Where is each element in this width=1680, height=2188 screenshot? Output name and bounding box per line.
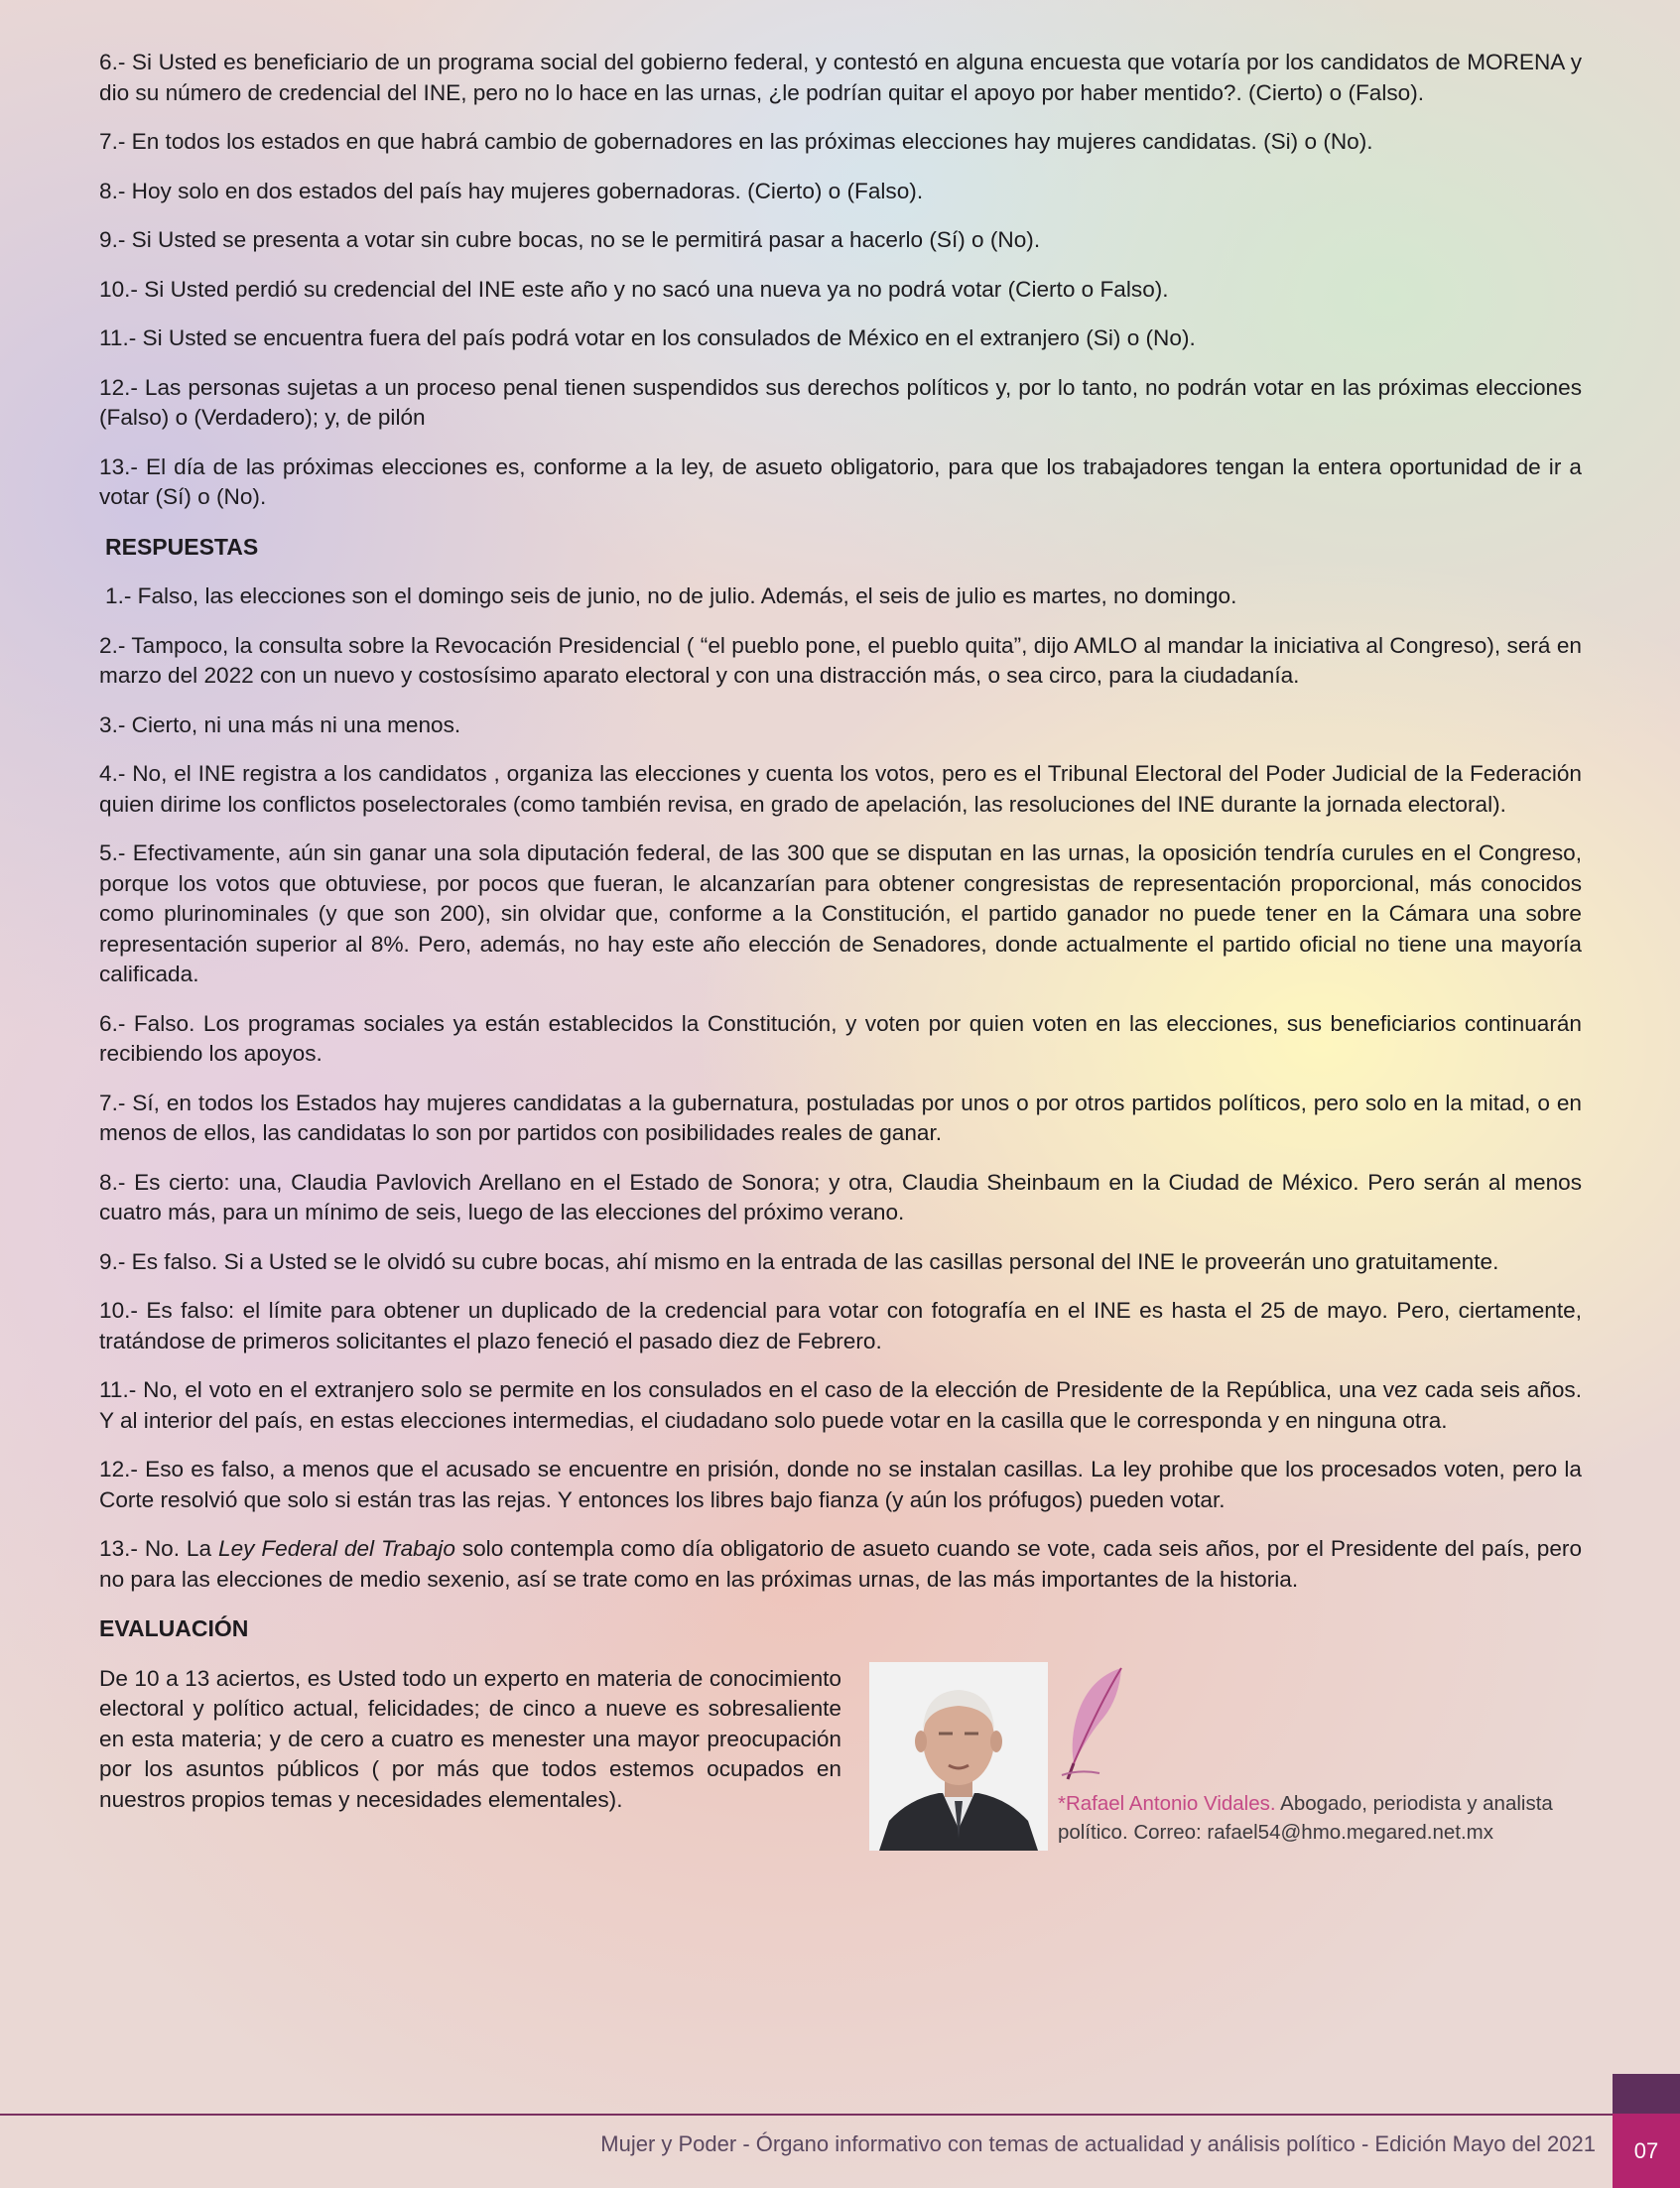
answer-5: 5.- Efectivamente, aún sin ganar una sola diputación federal, de las 300 que se disputan en las urnas, la oposición tendría curules en el Congreso, porque los votos que obtuviese, por pocos que fueran, le alcanzarían para obtener congresistas de representación proporcional, más conocidos como plurinominales (y que son 200), sin olvidar que, conforme a la Constitución, el partido ganador no puede tener en la Cámara una sobre representación superior al 8%. Pero, además, no hay este año elección de Senadores, donde actualmente el partido oficial no tiene una mayoría calificada. [99,840,1582,986]
answer-2: 2.- Tampoco, la consulta sobre la Revocación Presidencial ( “el pueblo pone, el pueblo quita”, dijo AMLO al mandar la iniciativa al Congreso), será en marzo del 2022 con un nuevo y costosísimo aparato electoral y con una distracción más, o sea circo, para la ciudadanía. [99,632,1582,688]
page-number: 07 [1613,2114,1680,2188]
answer-3: 3.- Cierto, ni una más ni una menos. [99,711,461,737]
answer-13-prefix: 13.- No. La [99,1536,218,1561]
answer-12: 12.- Eso es falso, a menos que el acusado se encuentre en prisión, donde no se instalan casillas. La ley prohibe que los procesados voten, pero la Corte resolvió que solo si están tras las rejas. Y entonces los libres bajo fianza (y aún los prófugos) pueden votar. [99,1457,1582,1512]
question-12: 12.- Las personas sujetas a un proceso penal tienen suspendidos sus derechos políticos y, por lo tanto, no podrán votar en las próximas elecciones (Falso) o (Verdadero); y, de pilón [99,374,1582,430]
author-name: *Rafael Antonio Vidales. [1058,1791,1276,1815]
article-body [99,48,1582,1853]
evaluation-section [99,1664,1582,1853]
footer-divider [0,2114,1613,2116]
answer-6: 6.- Falso. Los programas sociales ya están establecidos la Constitución, y voten por quien voten en las elecciones, sus beneficiarios continuarán recibiendo los apoyos. [99,1010,1582,1066]
law-title: Ley Federal del Trabajo [218,1536,455,1561]
author-bio: Abogado, periodista y analista político. Correo: rafael54@hmo.megared.net.mx [1058,1791,1553,1844]
question-9: 9.- Si Usted se presenta a votar sin cubre bocas, no se le permitirá pasar a hacerlo (Sí) o (No). [99,227,1041,252]
evaluation-text: De 10 a 13 aciertos, es Usted todo un experto en materia de conocimiento electoral y político actual, felicidades; de cinco a nueve es sobresaliente en esta materia; y de cero a cuatro es menester una mayor preocupación por los asuntos públicos ( por más que todos estemos ocupados en nuestros propios temas y necesidades elementales). [99,1665,841,1812]
author-credit [1058,1789,1594,1847]
question-10: 10.- Si Usted perdió su credencial del INE este año y no sacó una nueva ya no podrá votar (Cierto o Falso). [99,276,1169,302]
evaluation-heading: EVALUACIÓN [99,1615,249,1641]
question-6: 6.- Si Usted es beneficiario de un programa social del gobierno federal, y contestó en alguna encuesta que votaría por los candidatos de MORENA y dio su número de credencial del INE, pero no lo hace en las urnas, ¿le podrían quitar el apoyo por haber mentido?. (Cierto) o (Falso). [99,50,1582,105]
answer-9: 9.- Es falso. Si a Usted se le olvidó su cubre bocas, ahí mismo en la entrada de las casillas personal del INE le proveerán uno gratuitamente. [99,1248,1499,1274]
answer-7: 7.- Sí, en todos los Estados hay mujeres candidatas a la gubernatura, postuladas por unos o por otros partidos políticos, pero solo en la mitad, o en menos de ellos, las candidatas lo son por partidos con posibilidades reales de ganar. [99,1090,1582,1145]
quill-icon [1060,1664,1129,1783]
answer-13 [99,1534,1582,1595]
question-13: 13.- El día de las próximas elecciones es, conforme a la ley, de asueto obligatorio, para que los trabajadores tengan la entera oportunidad de ir a votar (Sí) o (No). [99,453,1582,509]
answer-10: 10.- Es falso: el límite para obtener un duplicado de la credencial para votar con fotografía en el INE es hasta el 25 de mayo. Pero, ciertamente, tratándose de primeros solicitantes el plazo feneció el pasado diez de Febrero. [99,1298,1582,1353]
answers-heading: RESPUESTAS [105,533,259,560]
footer-text: Mujer y Poder - Órgano informativo con temas de actualidad y análisis político - Edición Mayo del 2021 [600,2131,1596,2156]
answer-1: 1.- Falso, las elecciones son el domingo seis de junio, no de julio. Además, el seis de julio es martes, no domingo. [105,583,1237,608]
answer-4: 4.- No, el INE registra a los candidatos , organiza las elecciones y cuenta los votos, pero es el Tribunal Electoral del Poder Judicial de la Federación quien dirime los conflictos poselectorales (como también revisa, en grado de apelación, las resoluciones del INE durante la jornada electoral). [99,761,1582,817]
answer-11: 11.- No, el voto en el extranjero solo se permite en los consulados en el caso de la elección de Presidente de la República, una vez cada seis años. Y al interior del país, en estas elecciones intermedias, el ciudadano solo puede votar en la casilla que le corresponda y en ninguna otra. [99,1377,1582,1433]
page-tab-top [1613,2074,1680,2114]
answer-13-suffix: solo contempla como día obligatorio de asueto cuando se vote, cada seis años, por el Presidente del país, pero no para las elecciones de medio sexenio, así se trate como en las próximas urnas, de las más importantes de la historia. [99,1536,1583,1592]
page-number-tab [1613,2074,1680,2188]
question-7: 7.- En todos los estados en que habrá cambio de gobernadores en las próximas elecciones hay mujeres candidatas. (Si) o (No). [99,129,1373,154]
question-8: 8.- Hoy solo en dos estados del país hay mujeres gobernadoras. (Cierto) o (Falso). [99,178,924,203]
answer-8: 8.- Es cierto: una, Claudia Pavlovich Arellano en el Estado de Sonora; y otra, Claudia Sheinbaum en la Ciudad de México. Pero serán al menos cuatro más, para un mínimo de seis, luego de las elecciones del próximo verano. [99,1169,1582,1224]
author-portrait-icon [869,1662,1048,1851]
author-photo [869,1662,1048,1851]
question-11: 11.- Si Usted se encuentra fuera del país podrá votar en los consulados de México en el extranjero (Si) o (No). [99,325,1196,350]
